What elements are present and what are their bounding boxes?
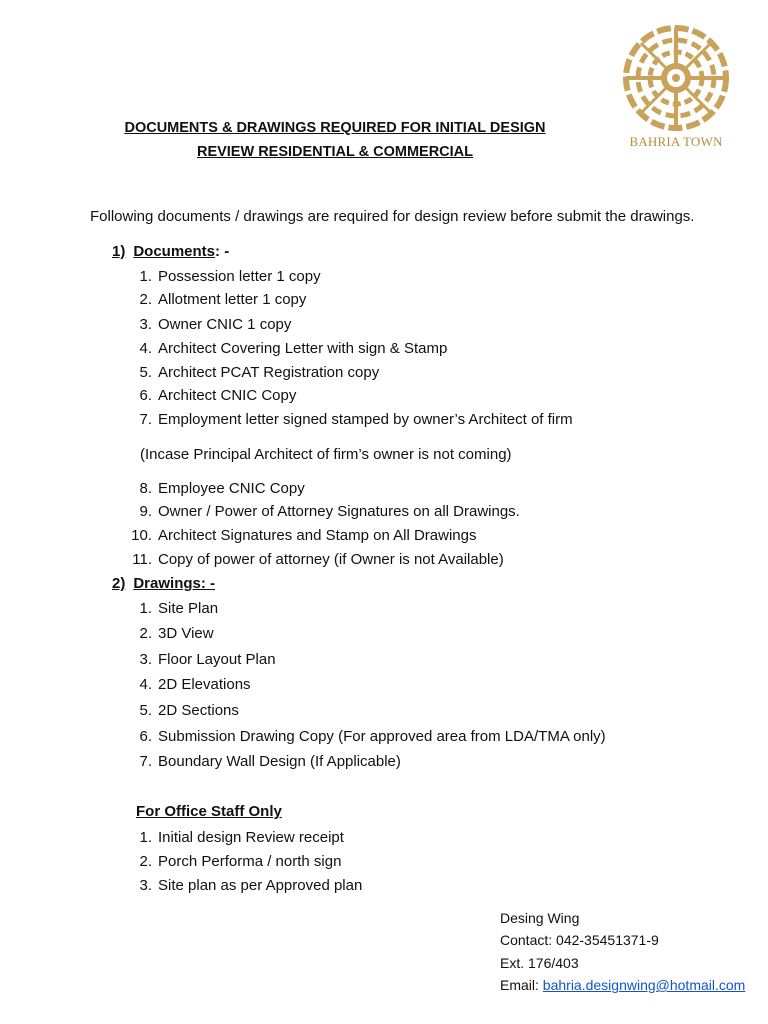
documents-heading: [112, 243, 229, 260]
list-number: 10.: [131, 527, 152, 544]
list-text: Allotment letter 1 copy: [158, 291, 307, 308]
contact-phone: Contact: 042-35451371-9: [500, 932, 659, 948]
list-text: Employee CNIC Copy: [158, 480, 305, 497]
list-text: Architect PCAT Registration copy: [158, 364, 380, 381]
list-number: 1.: [139, 829, 152, 846]
office-staff-list-item: [112, 829, 344, 846]
list-number: 2.: [139, 853, 152, 870]
contact-email-row: [500, 977, 745, 993]
drawings-heading: [112, 575, 215, 592]
contact-ext: Ext. 176/403: [500, 955, 579, 971]
drawing-list-item: [112, 651, 276, 668]
drawing-list-item: [112, 753, 401, 770]
list-number: 5.: [139, 364, 152, 381]
list-number: 4.: [139, 340, 152, 357]
logo-text: BAHRIA TOWN: [629, 134, 723, 149]
list-text: Porch Performa / north sign: [158, 853, 342, 870]
drawings-number: 2): [112, 575, 126, 592]
list-text: Owner CNIC 1 copy: [158, 316, 292, 333]
contact-email-label: Email:: [500, 977, 543, 993]
list-number: 9.: [139, 503, 152, 520]
list-number: 4.: [139, 676, 152, 693]
document-list-item: [112, 268, 321, 285]
document-list-item: [112, 387, 296, 404]
document-list-item: [112, 291, 306, 308]
contact-name: Desing Wing: [500, 910, 580, 926]
list-text: Boundary Wall Design (If Applicable): [158, 753, 401, 770]
drawings-heading-label: Drawings: -: [133, 575, 216, 592]
list-text: 2D Elevations: [158, 676, 251, 693]
document-title: [100, 116, 570, 164]
list-text: Copy of power of attorney (if Owner is not Available): [158, 551, 504, 568]
list-number: 5.: [139, 702, 152, 719]
drawing-list-item: [112, 676, 251, 693]
list-text: Submission Drawing Copy (For approved area from LDA/TMA only): [158, 728, 606, 745]
document-list-item: [112, 480, 305, 497]
list-number: 6.: [139, 387, 152, 404]
email-link[interactable]: bahria.designwing@hotmail.com: [542, 977, 746, 993]
list-number: 6.: [139, 728, 152, 745]
list-text: 2D Sections: [158, 702, 239, 719]
document-list-item: [112, 503, 520, 520]
list-text: Initial design Review receipt: [158, 829, 344, 846]
list-text: Site Plan: [158, 600, 219, 617]
document-list-item: [112, 364, 379, 381]
drawing-list-item: [112, 728, 606, 745]
documents-heading-suffix: : -: [215, 243, 230, 260]
list-number: 7.: [139, 753, 152, 770]
list-number: 3.: [139, 877, 152, 894]
drawing-list-item: [112, 702, 239, 719]
office-staff-heading: For Office Staff Only: [136, 803, 282, 820]
title-line-2: REVIEW RESIDENTIAL & COMMERCIAL: [196, 144, 474, 160]
logo-emblem-icon: [612, 24, 740, 132]
list-text: Employment letter signed stamped by owner’s Architect of firm: [158, 411, 573, 428]
list-text: Floor Layout Plan: [158, 651, 276, 668]
list-number: 8.: [139, 480, 152, 497]
list-text: Owner / Power of Attorney Signatures on all Drawings.: [158, 503, 520, 520]
list-text: Site plan as per Approved plan: [158, 877, 363, 894]
document-list-item: [112, 316, 291, 333]
list-text: Architect CNIC Copy: [158, 387, 297, 404]
list-number: 2.: [139, 291, 152, 308]
list-number: 7.: [139, 411, 152, 428]
list-number: 3.: [139, 316, 152, 333]
document-list-item: [112, 551, 504, 568]
documents-heading-label: Documents: [133, 243, 216, 260]
list-text: Possession letter 1 copy: [158, 268, 321, 285]
list-number: 1.: [139, 600, 152, 617]
list-text: Architect Covering Letter with sign & Stamp: [158, 340, 448, 357]
document-list-item: [112, 411, 573, 428]
documents-note: (Incase Principal Architect of firm’s owner is not coming): [140, 446, 512, 463]
list-text: 3D View: [158, 625, 214, 642]
list-text: Architect Signatures and Stamp on All Drawings: [158, 527, 477, 544]
list-number: 2.: [139, 625, 152, 642]
office-staff-list-item: [112, 877, 362, 894]
document-list-item: [112, 527, 477, 544]
title-line-1: DOCUMENTS & DRAWINGS REQUIRED FOR INITIAL DESIGN: [124, 120, 546, 136]
bahria-town-logo: [612, 24, 740, 156]
documents-number: 1): [112, 243, 126, 260]
list-number: 1.: [139, 268, 152, 285]
list-number: 11.: [132, 551, 152, 568]
office-staff-list-item: [112, 853, 341, 870]
document-list-item: [112, 340, 447, 357]
list-number: 3.: [139, 651, 152, 668]
drawing-list-item: [112, 600, 218, 617]
drawing-list-item: [112, 625, 214, 642]
intro-text: Following documents / drawings are required for design review before submit the drawings.: [90, 208, 695, 225]
